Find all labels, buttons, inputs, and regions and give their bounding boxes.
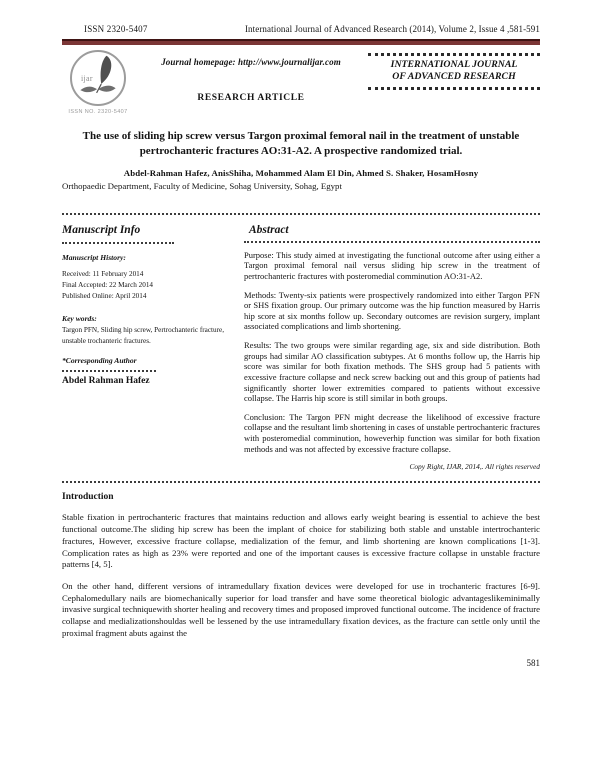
divider-top — [62, 213, 540, 215]
abstract-methods: Methods: Twenty-six patients were prospectively randomized into either Targon PFN or SHS fixation group. Our primary outcome was the hip function measured by Harris hip score at six months follow up. Secondary outcomes are revision surgery, implant associated complications and limb shortening. — [244, 289, 540, 332]
introduction-para-1: Stable fixation in pertrochanteric fractures that maintains reduction and allows early weight bearing is essential to achieve the best functional outcome.The sliding hip screw has been the implant of choice for stabilizing both stable and unstable intertrochanteric fractures, However, excessive fracture collapse, medialization of the femur, and limb shortening are known complications [1-3]. Complication rates as high as 23% were reported and one of the important causes is excessive fracture collapse in unstable fracture patterns [4, 5]. — [62, 512, 540, 570]
brand-row — [62, 50, 540, 115]
journal-name-line2: OF ADVANCED RESEARCH — [392, 71, 516, 83]
journal-homepage-link[interactable]: Journal homepage: http://www.journalijar.com — [161, 57, 341, 67]
brand-center — [134, 50, 368, 103]
info-abstract-columns — [62, 224, 540, 472]
header-journal-line: International Journal of Advanced Research (2014), Volume 2, Issue 4 ,581-591 — [244, 24, 540, 34]
logo-issn-caption: ISSN NO. 2320-5407 — [68, 109, 128, 115]
abstract-divider — [244, 241, 540, 243]
accepted-date: Final Accepted: 22 March 2014 — [62, 280, 154, 289]
article-affiliation: Orthopaedic Department, Faculty of Medicine, Sohag University, Sohag, Egypt — [62, 180, 342, 191]
journal-name-line1: INTERNATIONAL JOURNAL — [390, 59, 518, 70]
received-date: Received: 11 February 2014 — [62, 269, 144, 278]
corresponding-author-name: Abdel Rahman Hafez — [62, 376, 150, 387]
copyright-notice: Copy Right, IJAR, 2014,. All rights reserved — [409, 462, 540, 472]
keywords-text: Targon PFN, Sliding hip screw, Pertrochanteric fracture, unstable trochanteric fractures. — [62, 326, 224, 346]
article-authors: Abdel-Rahman Hafez, AnisShiha, Mohammed Alam El Din, Ahmed S. Shaker, HosamHosny — [123, 167, 479, 178]
manuscript-info-section — [62, 224, 232, 472]
manuscript-info-divider — [62, 242, 174, 244]
abstract-results: Results: The two groups were similar regarding age, six and side distribution. Both groups had similar AO classification subtypes. At 6 months follow up, the Harris hip score was similar for both fixation methods. The SHS group had 5 patients with excessive fracture collapse and neck screw backing out and this group of patients had significantly shorter lower extremities compared to patients without excessive collapse. The Harris hip score is still similar in both groups. — [244, 340, 540, 404]
published-date: Published Online: April 2014 — [62, 292, 147, 300]
abstract-purpose: Purpose: This study aimed at investigating the functional outcome after using either a Targon proximal femoral nail versus sliding hip screw in the treatment of pertrochanteric fractures with posteromedial comminution AO:31-A2. — [244, 249, 540, 281]
introduction-heading: Introduction — [62, 492, 114, 503]
journal-logo — [62, 50, 134, 115]
header-rule — [62, 39, 540, 45]
introduction-para-2: On the other hand, different versions of intramedullary fixation devices were developed for use in trochanteric fractures [6-9]. Cephalomedullary nails are biomechanically superior for load transfer and have some theoretical biologic advantageslikeminimally invasive surgical techniquewith shorter healing and recovery times and proposed improved functional outcome. The incidence of fracture collapse and medializationshouldas well be lessened by the use intramedullary fixation devices, as the fracture can settle only until the proximal fragment abuts against the — [62, 580, 540, 638]
corresponding-author-divider — [62, 370, 156, 372]
manuscript-dates — [62, 269, 232, 302]
abstract-heading: Abstract — [249, 223, 289, 236]
journal-name-box — [368, 53, 540, 90]
quill-and-book-icon — [72, 52, 124, 104]
logo-circle — [70, 50, 126, 106]
divider-bottom — [62, 481, 540, 483]
corresponding-author-label: *Corresponding Author — [62, 356, 137, 366]
article-title: The use of sliding hip screw versus Targon proximal femoral nail in the treatment of unstable pertrochanteric fractures AO:31-A2. A prospective randomized trial. — [82, 130, 520, 157]
page-number: 581 — [526, 657, 540, 668]
logo-ijar-text: ijar — [81, 74, 93, 83]
manuscript-history-heading: Manuscript History: — [62, 252, 126, 262]
page-header — [62, 24, 540, 34]
abstract-section — [244, 224, 540, 472]
abstract-conclusion: Conclusion: The Targon PFN might decrease the likelihood of excessive fracture collapse and the resultant limb shortening in cases of unstable pertrochanteric fractures with posteromedial comminution, howeverhip function was similar for both fixation methods and was not affected by excessive fracture collapse. — [244, 411, 540, 454]
header-issn: ISSN 2320-5407 — [84, 24, 148, 34]
manuscript-info-heading: Manuscript Info — [62, 223, 141, 236]
research-article-label: RESEARCH ARTICLE — [197, 93, 305, 103]
keywords-heading: Key words: — [62, 314, 97, 324]
